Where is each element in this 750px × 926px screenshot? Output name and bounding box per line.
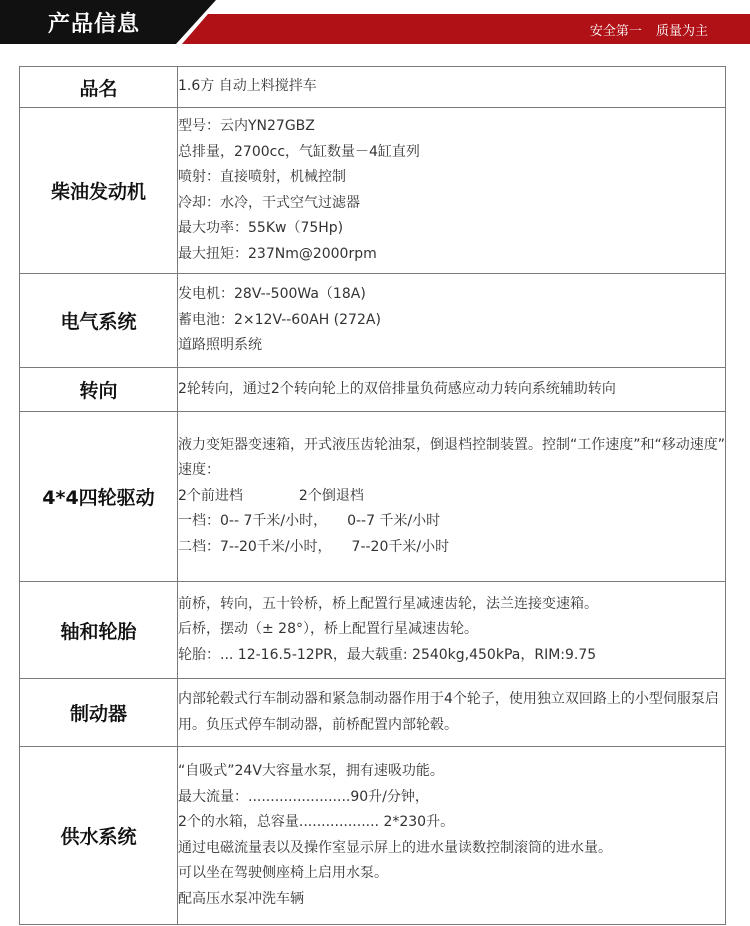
row-value-water-supply	[178, 747, 726, 925]
value-line: 冷却：水冷，干式空气过滤器	[178, 194, 360, 211]
value-line: “自吸式”24V大容量水泵，拥有速吸功能。	[178, 763, 444, 779]
value-line: 轮胎：... 12-16.5-12PR，最大载重: 2540kg,450kPa，RIM:9.75	[178, 646, 597, 663]
value-line: 2个的水箱，总容量.................. 2*230升。	[178, 814, 455, 830]
row-label-engine: 柴油发动机	[20, 108, 178, 274]
value-line: 前桥，转向，五十铃桥，桥上配置行星减速齿轮，法兰连接变速箱。	[178, 595, 598, 612]
value-line: 最大流量：.......................90升/分钟，	[178, 788, 429, 805]
row-value-engine	[178, 108, 726, 274]
reverse-gears: 2个倒退档	[298, 487, 364, 504]
table-row	[20, 412, 726, 582]
value-line: 最大功率：55Kw（75Hp)	[178, 220, 344, 236]
value-line: 通过电磁流量表以及操作室显示屏上的进水量读数控制滚筒的进水量。	[178, 839, 612, 856]
table-row	[20, 679, 726, 747]
table-row	[20, 67, 726, 108]
section-title: 产品信息	[48, 12, 141, 37]
row-value-product-name	[178, 67, 726, 108]
value-line: 内部轮毂式行车制动器和紧急制动器作用于4个轮子，使用独立双回路上的小型伺服泵启用。负压式停车制动器，前桥配置内部轮毂。	[178, 691, 719, 733]
gear-2-forward: 二档：7--20千米/小时，	[178, 538, 332, 555]
gear-2-reverse: 7--20千米/小时	[351, 538, 450, 555]
value-line: 总排量，2700cc，气缸数量－4缸直列	[178, 143, 420, 160]
value-line: 配高压水泵冲洗车辆	[178, 890, 304, 907]
header-slogan: 安全第一 质量为主	[589, 24, 708, 39]
value-line: 2轮转向，通过2个转向轮上的双倍排量负荷感应动力转向系统辅助转向	[178, 380, 616, 397]
value-line: 1.6方 自动上料搅拌车	[178, 78, 317, 95]
row-label-water-supply: 供水系统	[20, 747, 178, 925]
value-line: 最大扭矩：237Nm@2000rpm	[178, 245, 377, 262]
value-line: 型号：云内YN27GBZ	[178, 118, 315, 134]
value-line: 速度：	[178, 462, 220, 479]
value-line: 道路照明系统	[178, 337, 262, 354]
value-line: 可以坐在驾驶侧座椅上启用水泵。	[178, 865, 388, 881]
row-value-steering	[178, 368, 726, 412]
row-label-electrical: 电气系统	[20, 274, 178, 368]
value-line	[178, 535, 725, 561]
row-label-product-name: 品名	[20, 67, 178, 108]
row-value-brakes	[178, 679, 726, 747]
value-line: 发电机：28V--500Wa（18A)	[178, 286, 366, 303]
row-label-steering: 转向	[20, 368, 178, 412]
value-line: 液力变矩器变速箱，开式液压齿轮油泵，倒退档控制装置。控制“工作速度”和“移动速度”	[178, 436, 726, 453]
section-header	[0, 0, 750, 44]
table-row	[20, 274, 726, 368]
row-label-axles-tires: 轴和轮胎	[20, 582, 178, 679]
spec-table	[19, 66, 726, 925]
table-row	[20, 368, 726, 412]
table-row	[20, 582, 726, 679]
value-line: 喷射：直接喷射，机械控制	[178, 169, 346, 185]
value-line	[178, 509, 725, 535]
row-label-drive: 4*4四轮驱动	[20, 412, 178, 582]
table-row	[20, 747, 726, 925]
forward-gears: 2个前进档	[178, 487, 243, 504]
value-line: 蓄电池：2×12V--60AH (272A)	[178, 311, 381, 328]
table-row	[20, 108, 726, 274]
row-value-axles-tires	[178, 582, 726, 679]
value-line: 后桥，摆动（± 28°），桥上配置行星减速齿轮。	[178, 621, 478, 638]
gear-1-forward: 一档：0-- 7千米/小时，	[178, 513, 328, 530]
row-label-brakes: 制动器	[20, 679, 178, 747]
value-line	[178, 484, 725, 510]
gear-1-reverse: 0--7 千米/小时	[347, 513, 441, 530]
row-value-electrical	[178, 274, 726, 368]
row-value-drive	[178, 412, 726, 582]
